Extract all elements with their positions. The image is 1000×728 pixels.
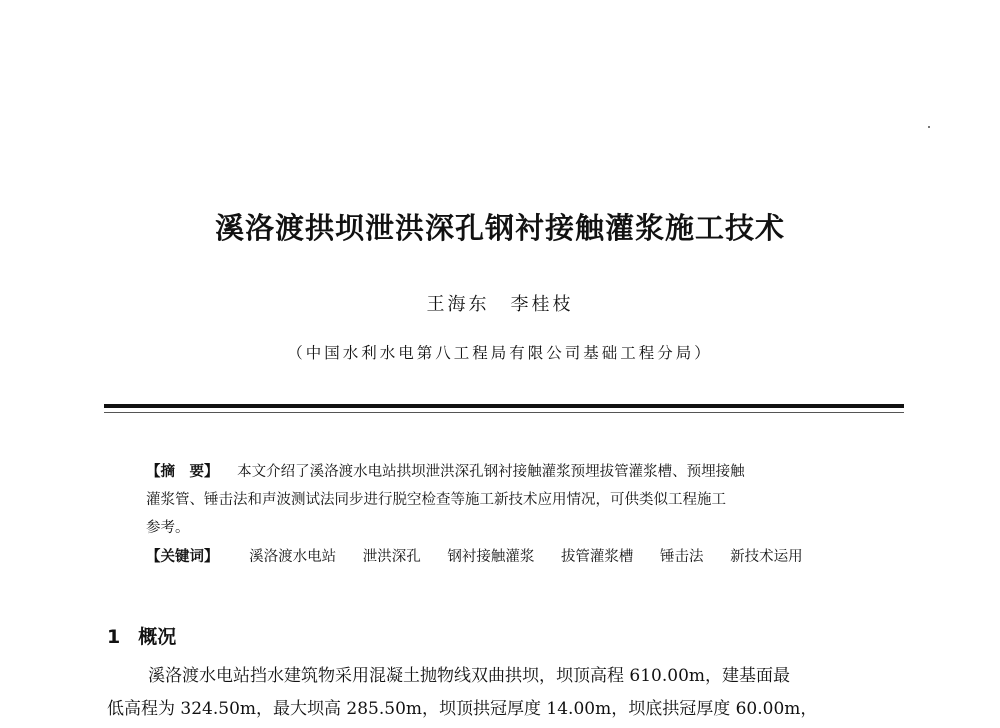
keyword-5: 锤击法 <box>660 549 704 565</box>
body-text-line-2: 低高程为 324.50m，最大坝高 285.50m，坝顶拱冠厚度 14.00m，坝底拱冠厚度 60.00m， <box>107 699 818 719</box>
body-text-line-1: 溪洛渡水电站挡水建筑物采用混凝土抛物线双曲拱坝，坝顶高程 610.00m，建基面最 <box>148 666 791 686</box>
keywords-label: 【关键词】 <box>146 549 219 565</box>
section-number: 1 <box>107 626 121 648</box>
section-title: 概况 <box>138 626 177 648</box>
abstract-label: 【摘 要】 <box>146 464 219 480</box>
keywords-line <box>146 547 825 567</box>
affiliation: （中国水利水电第八工程局有限公司基础工程分局） <box>287 344 713 362</box>
abstract-line-2: 灌浆管、锤击法和声波测试法同步进行脱空检查等施工新技术应用情况，可供类似工程施工 <box>146 492 726 508</box>
keyword-1: 溪洛渡水电站 <box>249 549 337 565</box>
paper-title: 溪洛渡拱坝泄洪深孔钢衬接触灌浆施工技术 <box>214 211 785 245</box>
abstract-line-3: 参考。 <box>146 520 190 536</box>
section-heading <box>107 622 176 649</box>
keyword-2: 泄洪深孔 <box>362 549 421 565</box>
abstract-line-1 <box>146 462 745 482</box>
scan-speck <box>928 126 930 128</box>
keyword-3: 钢衬接触灌浆 <box>447 549 535 565</box>
keyword-4: 拔管灌浆槽 <box>560 549 634 565</box>
authors: 王海东 李桂枝 <box>426 294 574 315</box>
keyword-6: 新技术运用 <box>730 549 803 565</box>
header-rule-thin <box>104 412 904 413</box>
abstract-text-1: 本文介绍了溪洛渡水电站拱坝泄洪深孔钢衬接触灌浆预埋拔管灌浆槽、预埋接触 <box>237 464 745 480</box>
header-rule-thick <box>104 404 904 408</box>
